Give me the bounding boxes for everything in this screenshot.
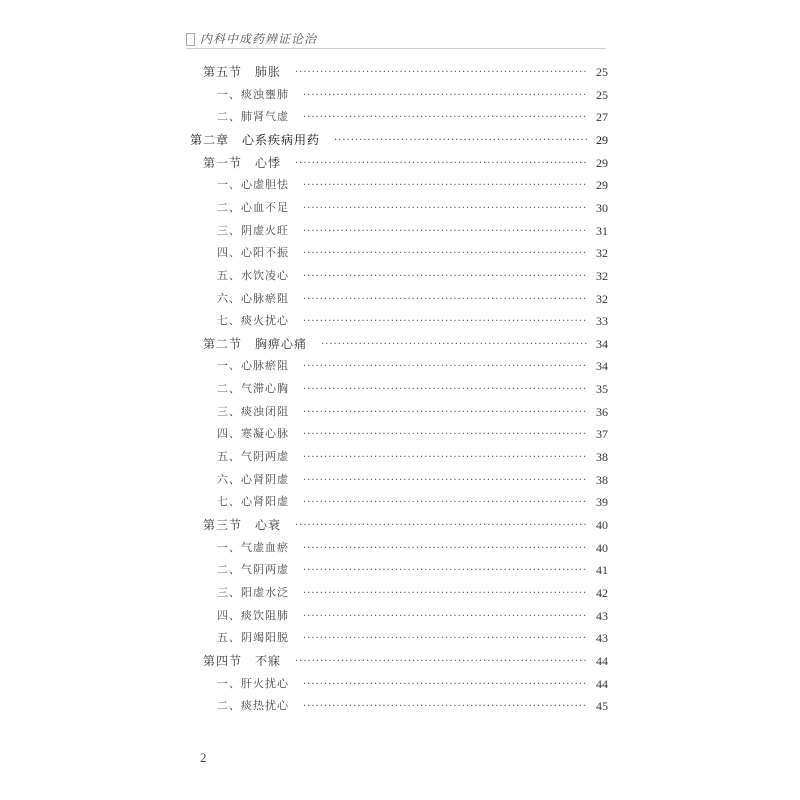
toc-item xyxy=(217,358,608,374)
toc-label: 三、阴虚火旺 xyxy=(217,224,289,237)
toc-section xyxy=(203,64,608,80)
toc-leader-dots xyxy=(303,177,588,193)
toc-label: 二、心血不足 xyxy=(217,201,289,214)
toc-page-number: 44 xyxy=(596,677,608,691)
toc-leader-dots xyxy=(303,313,588,329)
toc-label: 六、心脉瘀阻 xyxy=(217,292,289,305)
toc-leader-dots xyxy=(295,517,588,533)
toc-page-number: 31 xyxy=(596,224,608,238)
toc-leader-dots xyxy=(303,494,588,510)
toc-page-number: 38 xyxy=(596,450,608,464)
toc-item xyxy=(217,404,608,420)
toc-page-number: 33 xyxy=(596,314,608,328)
toc-item xyxy=(217,562,608,578)
toc-leader-dots xyxy=(303,291,588,307)
toc-leader-dots xyxy=(303,630,588,646)
toc-item xyxy=(217,200,608,216)
toc-leader-dots xyxy=(295,155,588,171)
toc-label: 一、肝火扰心 xyxy=(217,677,289,690)
toc-section xyxy=(203,336,608,352)
toc-leader-dots xyxy=(303,358,588,374)
toc-item xyxy=(217,676,608,692)
toc-page-number: 27 xyxy=(596,110,608,124)
toc-page-number: 30 xyxy=(596,201,608,215)
toc-label: 第三节 心衰 xyxy=(203,518,282,532)
toc-label: 二、气阴两虚 xyxy=(217,563,289,576)
toc-leader-dots xyxy=(303,698,588,714)
toc-item xyxy=(217,472,608,488)
toc-page-number: 43 xyxy=(596,609,608,623)
toc-label: 六、心肾阴虚 xyxy=(217,473,289,486)
toc-leader-dots xyxy=(303,200,588,216)
toc-leader-dots xyxy=(303,268,588,284)
toc-label: 第二节 胸痹心痛 xyxy=(203,337,308,351)
toc-page-number: 32 xyxy=(596,292,608,306)
toc-label: 二、痰热扰心 xyxy=(217,699,289,712)
header-title: 内科中成药辨证论治 xyxy=(200,32,318,46)
toc-item xyxy=(217,608,608,624)
toc-page-number: 40 xyxy=(596,518,608,532)
toc-item xyxy=(217,245,608,261)
toc-page-number: 29 xyxy=(596,156,608,170)
toc-leader-dots xyxy=(303,381,588,397)
toc-page-number: 38 xyxy=(596,473,608,487)
toc-item xyxy=(217,313,608,329)
toc-page-number: 41 xyxy=(596,563,608,577)
toc-page-number: 36 xyxy=(596,405,608,419)
toc-leader-dots xyxy=(303,223,588,239)
toc-leader-dots xyxy=(321,336,588,352)
toc-page-number: 25 xyxy=(596,88,608,102)
toc-item xyxy=(217,381,608,397)
toc-leader-dots xyxy=(303,109,588,125)
toc-page-number: 44 xyxy=(596,654,608,668)
toc-label: 第二章 心系疾病用药 xyxy=(190,133,321,147)
toc-label: 第一节 心悸 xyxy=(203,156,282,170)
toc-leader-dots xyxy=(303,676,588,692)
toc-label: 三、阳虚水泛 xyxy=(217,586,289,599)
toc-page-number: 42 xyxy=(596,586,608,600)
toc-label: 五、气阴两虚 xyxy=(217,450,289,463)
toc-item xyxy=(217,87,608,103)
toc-leader-dots xyxy=(303,245,588,261)
running-header xyxy=(186,30,606,49)
toc-chapter xyxy=(190,132,608,148)
toc-leader-dots xyxy=(295,64,588,80)
toc-item xyxy=(217,177,608,193)
toc-leader-dots xyxy=(303,87,588,103)
toc-label: 四、寒凝心脉 xyxy=(217,427,289,440)
toc-leader-dots xyxy=(303,449,588,465)
toc-label: 五、阴竭阳脱 xyxy=(217,631,289,644)
toc-item xyxy=(217,223,608,239)
toc-section xyxy=(203,653,608,669)
toc-page-number: 29 xyxy=(596,133,608,147)
toc-leader-dots xyxy=(303,562,588,578)
toc-label: 七、痰火扰心 xyxy=(217,314,289,327)
toc-page-number: 39 xyxy=(596,495,608,509)
toc-section xyxy=(203,517,608,533)
toc-page-number: 35 xyxy=(596,382,608,396)
toc-page-number: 34 xyxy=(596,359,608,373)
toc-leader-dots xyxy=(303,472,588,488)
toc-leader-dots xyxy=(303,404,588,420)
toc-page-number: 34 xyxy=(596,337,608,351)
toc-item xyxy=(217,291,608,307)
toc-leader-dots xyxy=(334,132,588,148)
toc-page-number: 32 xyxy=(596,246,608,260)
toc-item xyxy=(217,109,608,125)
toc-label: 一、痰浊壅肺 xyxy=(217,88,289,101)
toc-leader-dots xyxy=(303,426,588,442)
toc-label: 一、气虚血瘀 xyxy=(217,541,289,554)
toc-leader-dots xyxy=(295,653,588,669)
toc-label: 五、水饮凌心 xyxy=(217,269,289,282)
toc-item xyxy=(217,426,608,442)
toc-label: 三、痰浊闭阻 xyxy=(217,405,289,418)
toc-item xyxy=(217,449,608,465)
toc-item xyxy=(217,268,608,284)
toc-label: 一、心虚胆怯 xyxy=(217,178,289,191)
toc-item xyxy=(217,630,608,646)
toc-label: 一、心脉瘀阻 xyxy=(217,359,289,372)
toc-page-number: 45 xyxy=(596,699,608,713)
toc-leader-dots xyxy=(303,608,588,624)
toc-page-number: 32 xyxy=(596,269,608,283)
page-number: 2 xyxy=(200,750,207,765)
toc-item xyxy=(217,585,608,601)
toc-label: 二、气滞心胸 xyxy=(217,382,289,395)
toc-label: 二、肺肾气虚 xyxy=(217,110,289,123)
toc-leader-dots xyxy=(303,585,588,601)
toc-label: 四、痰饮阻肺 xyxy=(217,609,289,622)
toc-item xyxy=(217,698,608,714)
toc-item xyxy=(217,540,608,556)
toc-page-number: 43 xyxy=(596,631,608,645)
toc-page-number: 29 xyxy=(596,178,608,192)
toc-leader-dots xyxy=(303,540,588,556)
toc-page-number: 25 xyxy=(596,65,608,79)
toc-label: 七、心肾阳虚 xyxy=(217,495,289,508)
toc-section xyxy=(203,155,608,171)
toc-label: 四、心阳不振 xyxy=(217,246,289,259)
toc-page-number: 37 xyxy=(596,427,608,441)
toc-item xyxy=(217,494,608,510)
toc-label: 第四节 不寐 xyxy=(203,654,282,668)
toc-label: 第五节 肺胀 xyxy=(203,65,282,79)
toc-page-number: 40 xyxy=(596,541,608,555)
header-mark-icon xyxy=(186,33,195,46)
